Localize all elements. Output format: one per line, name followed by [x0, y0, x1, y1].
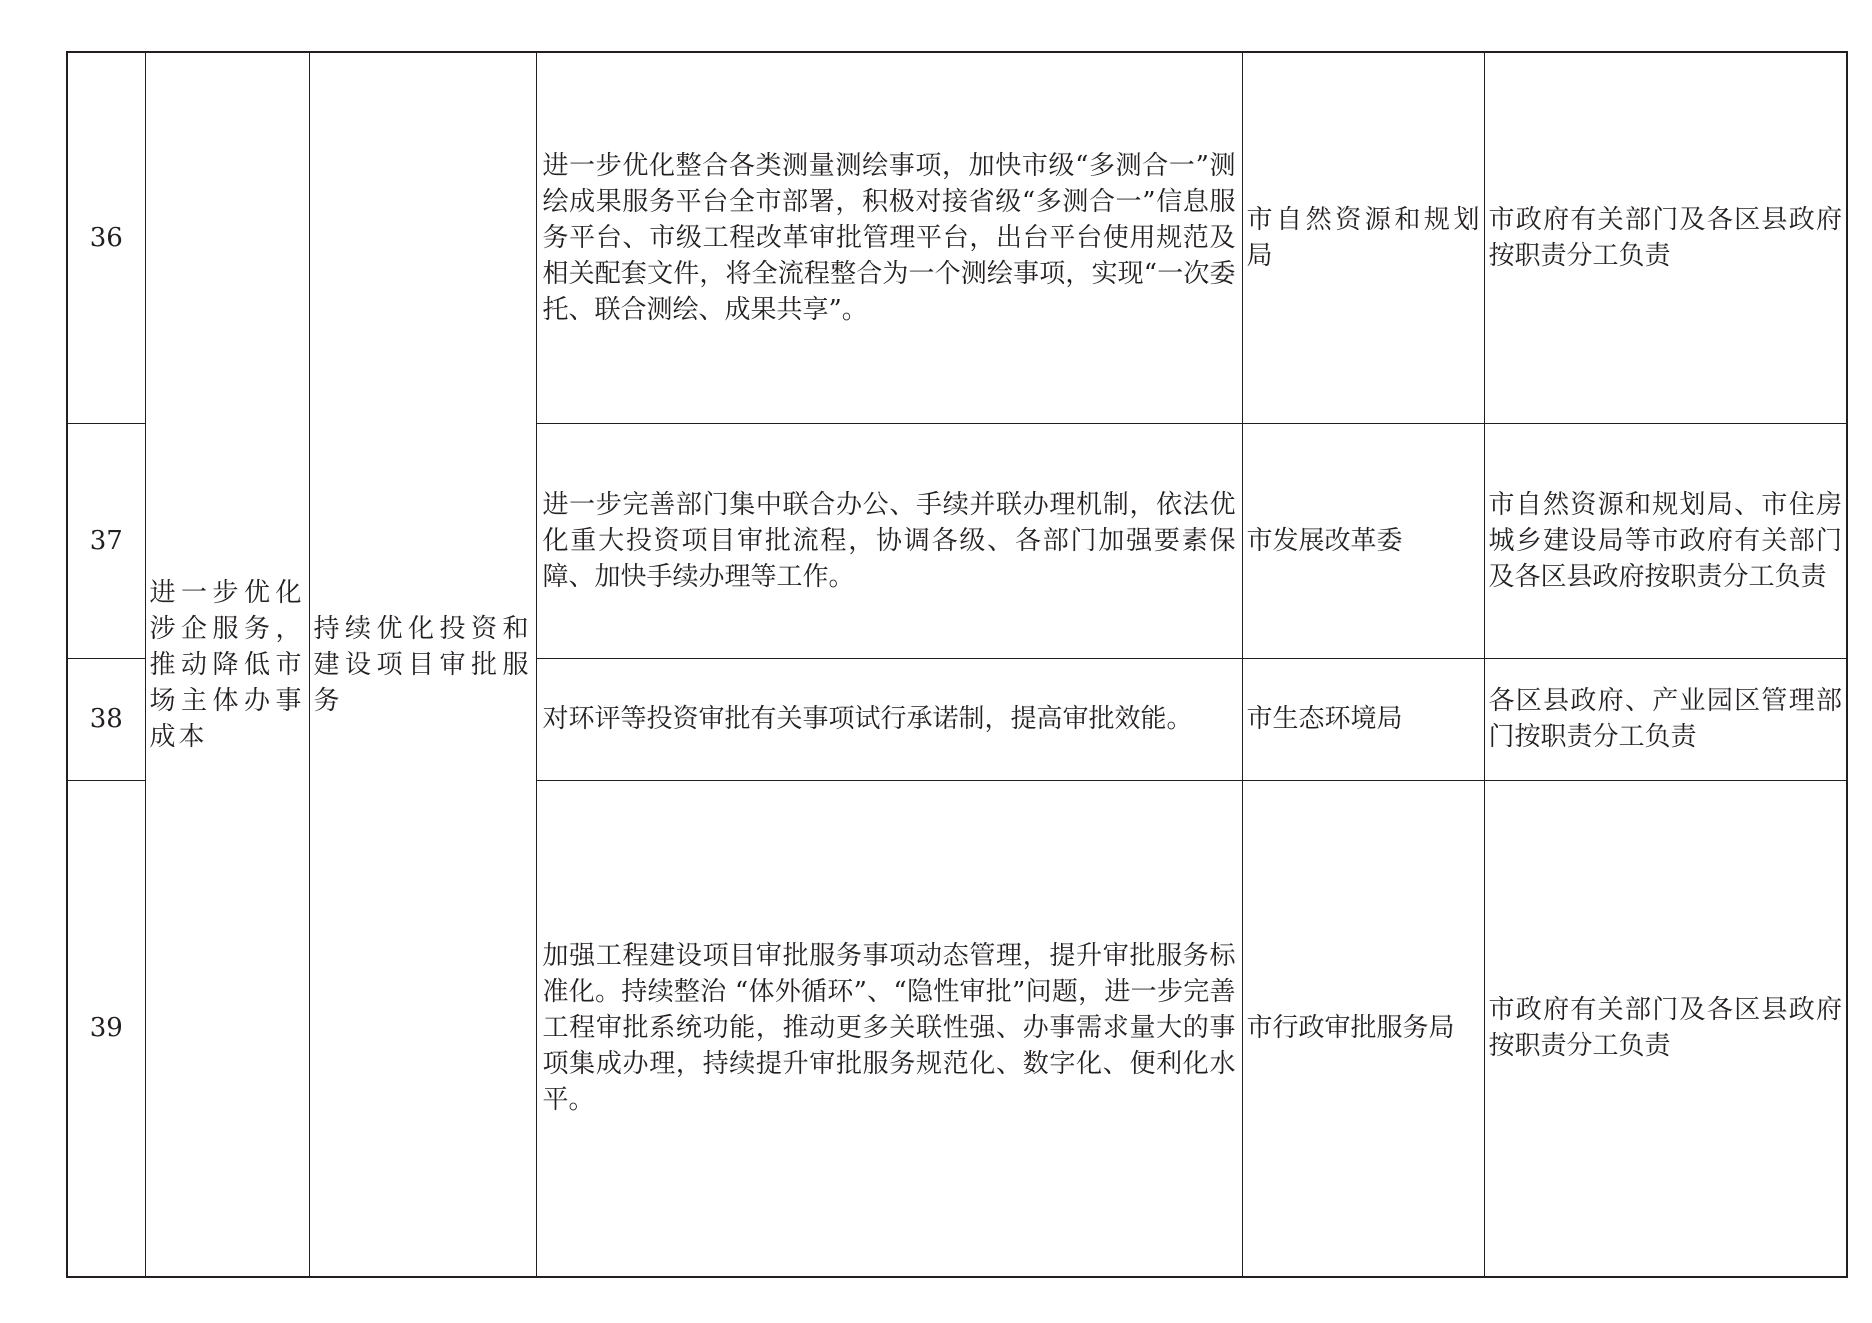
cooperating-unit-cell: 市自然资源和规划局、市住房城乡建设局等市政府有关部门及各区县政府按职责分工负责 — [1484, 423, 1847, 658]
cooperating-unit-cell: 市政府有关部门及各区县政府按职责分工负责 — [1484, 52, 1847, 423]
task-cell: 进一步完善部门集中联合办公、手续并联办理机制，依法优化重大投资项目审批流程，协调各级、各部门加强要素保障、加快手续办理等工作。 — [536, 423, 1242, 658]
row-number: 38 — [67, 658, 145, 780]
cooperating-unit-cell: 各区县政府、产业园区管理部门按职责分工负责 — [1484, 658, 1847, 780]
subcategory-cell: 持续优化投资和建设项目审批服务 — [309, 52, 536, 1277]
table-row — [67, 52, 1847, 423]
lead-unit-cell: 市发展改革委 — [1242, 423, 1484, 658]
task-cell: 加强工程建设项目审批服务事项动态管理，提升审批服务标准化。持续整治 “体外循环”、“隐性审批”问题，进一步完善工程审批系统功能，推动更多关联性强、办事需求量大的事项集成办理，持续提升审批服务规范化、数字化、便利化水平。 — [536, 780, 1242, 1277]
cooperating-unit-cell: 市政府有关部门及各区县政府按职责分工负责 — [1484, 780, 1847, 1277]
task-cell: 对环评等投资审批有关事项试行承诺制，提高审批效能。 — [536, 658, 1242, 780]
row-number: 37 — [67, 423, 145, 658]
row-number: 36 — [67, 52, 145, 423]
category-cell: 进一步优化涉企服务，推动降低市场主体办事成本 — [145, 52, 309, 1277]
lead-unit-cell: 市生态环境局 — [1242, 658, 1484, 780]
lead-unit-cell: 市自然资源和规划局 — [1242, 52, 1484, 423]
row-number: 39 — [67, 780, 145, 1277]
task-table — [66, 51, 1848, 1278]
lead-unit-cell: 市行政审批服务局 — [1242, 780, 1484, 1277]
task-cell: 进一步优化整合各类测量测绘事项，加快市级“多测合一”测绘成果服务平台全市部署，积极对接省级“多测合一”信息服务平台、市级工程改革审批管理平台，出台平台使用规范及相关配套文件，将全流程整合为一个测绘事项，实现“一次委托、联合测绘、成果共享”。 — [536, 52, 1242, 423]
